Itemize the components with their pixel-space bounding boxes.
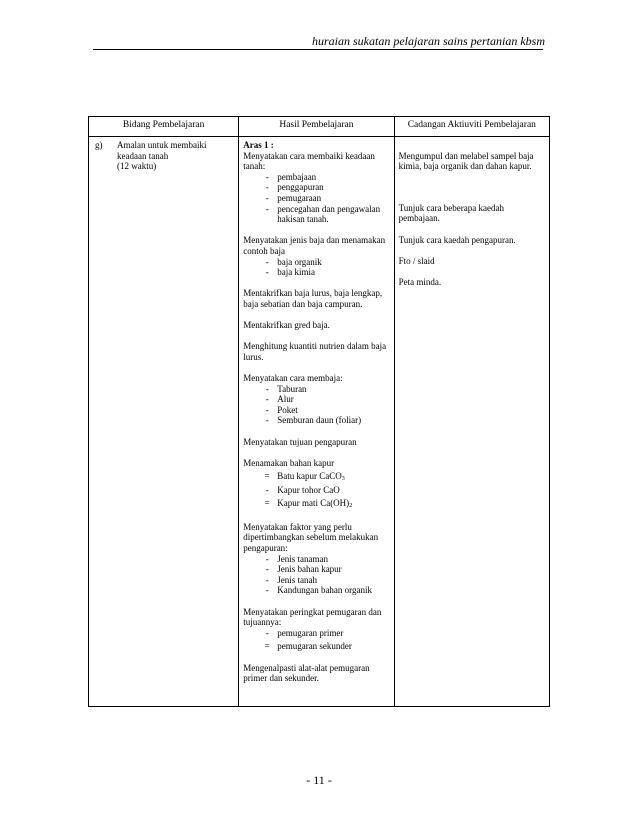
list-item: - Alur [265,394,294,405]
outcome-text: Menyatakan faktor yang perlu dipertimbangkan sebelum melakukan pengapuran: [243,521,379,553]
outcome-list [243,257,389,278]
list-item: - Taburan [265,383,307,394]
list-item: - Kandungan bahan organik [265,585,373,596]
outcome-text: Mentakrifkan gred baja. [243,320,330,331]
bidang-cell [89,137,239,707]
list-item: - pencegahan dan pengawalan hakisan tanah. [265,203,381,225]
outcome-text: Menghitung kuantiti nutrien dalam baja lurus. [243,341,387,362]
column-header-hasil: Hasil Pembelajaran [239,117,394,137]
outcome-text: Menyatakan cara membaja: [243,373,343,384]
list-item: - penggapuran [265,182,324,193]
outcome-text: Menyatakan peringkat pemugaran dan tujuannya: [243,606,382,628]
list-item: - pemugaraan [265,192,322,203]
header-rule [93,49,543,50]
outcome-list [243,628,389,652]
outcome-text: Menyatakan tujuan pengapuran [243,436,357,447]
list-item: - Kapur tohor CaO [265,485,340,495]
cadangan-cell [394,137,549,707]
outcome-text: Mentakrifkan baja lurus, baja lengkap, baja sebatian dan baja campuran. [243,288,383,309]
activity-text: Tunjuk cara beberapa kaedah pembajaan. [398,202,504,224]
outcome-text: Menyatakan cara membaiki keadaan tanah: [243,150,375,172]
area-title: Amalan untuk membaiki keadaan tanah [117,140,207,161]
activity-text: Fto / slaid [398,255,435,266]
outcome-list [243,471,389,511]
level-label: Aras 1 : [243,140,274,150]
document-header-title: huraian sukatan pelajaran sains pertanian kbsm [312,34,545,48]
list-item: = Batu kapur CaCO$_3$ [264,471,345,483]
list-item: - pembajaan [265,171,317,182]
table-header-row [89,117,550,137]
list-item: - Jenis tanah [265,574,317,585]
page-number: - 11 - [306,773,332,787]
outcome-list [243,384,389,426]
list-item: - Jenis bahan kapur [265,564,342,575]
list-item: - baja organik [265,256,322,267]
list-item: - Semburan daun (foliar) [265,415,362,426]
column-header-cadangan: Cadangan Aktiuviti Pembelajaran [394,117,549,137]
list-item: = pemugaran sekunder [264,641,352,652]
activity-text: Mengumpul dan melabel sampel baja kimia, baja organik dan dahan kapur. [398,150,534,172]
outcome-list [243,554,389,596]
list-item: - Jenis tanaman [265,553,328,564]
hasil-cell [239,137,394,707]
list-item: - baja kimia [265,267,315,278]
list-item: - pemugaran primer [265,627,344,638]
area-letter: g) [95,140,103,150]
activity-text: Tunjuk cara kaedah pengapuran. [398,234,516,245]
outcome-list [243,172,389,225]
activity-text: Peta minda. [398,276,442,287]
outcome-text: Menamakan bahan kapur [243,457,335,468]
table-row [89,137,550,707]
outcome-text: Mengenalpasti alat-alat pemugaran primer dan sekunder. [243,662,370,684]
list-item: - Poket [265,404,298,415]
area-time: (12 waktu) [117,161,157,172]
column-header-bidang: Bidang Pembelajaran [89,117,239,137]
syllabus-table [88,116,550,707]
list-item: = Kapur mati $Ca(OH)_2$ [264,497,353,509]
outcome-text: Menyatakan jenis baja dan menamakan contoh baja [243,235,386,256]
